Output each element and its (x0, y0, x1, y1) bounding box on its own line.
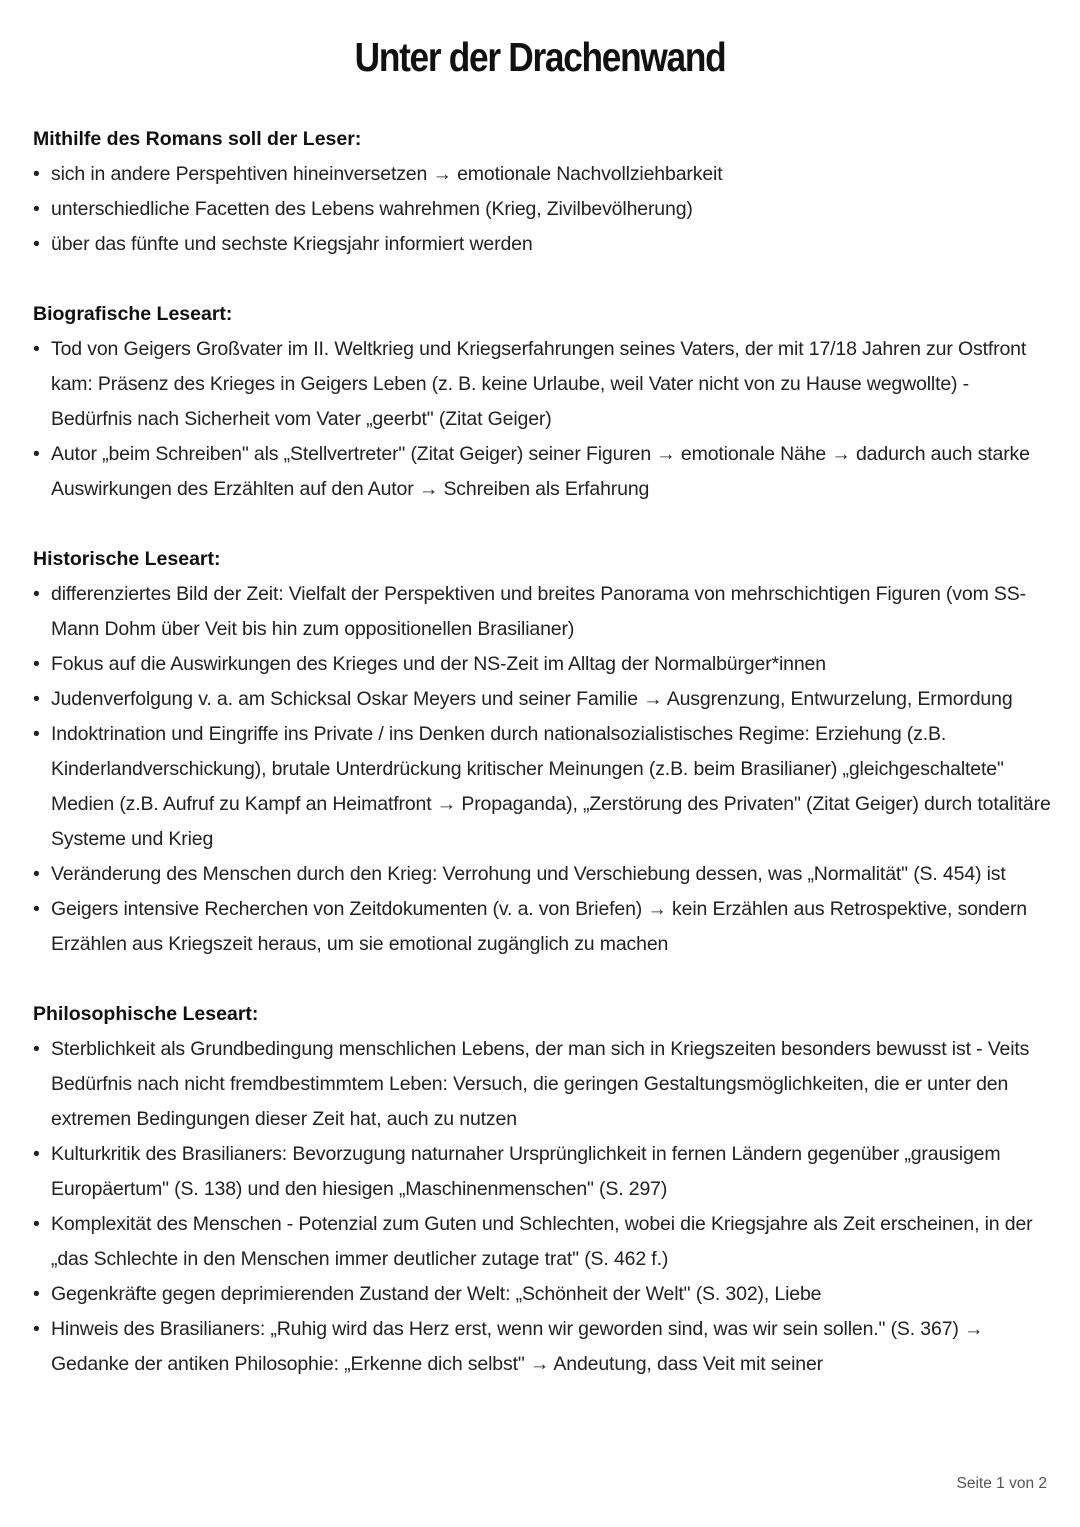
list-item: • Komplexität des Menschen - Potenzial zum Guten und Schlechten, wobei die Kriegsjahre als Zeit erscheinen, in der „das Schlechte in den Menschen immer deutlicher zutage trat" (S. 462 f.) (33, 1207, 1053, 1277)
list-item: • Veränderung des Menschen durch den Krieg: Verrohung und Verschiebung dessen, was „Normalität" (S. 454) ist (33, 857, 1053, 892)
section-heading: Biografische Leseart: (33, 303, 233, 325)
list-item: • Judenverfolgung v. a. am Schicksal Oskar Meyers und seiner Familie → Ausgrenzung, Entwurzelung, Ermordung (33, 682, 1053, 717)
list-item: • Kulturkritik des Brasilianers: Bevorzugung naturnaher Ursprünglichkeit in fernen Ländern gegenüber „grausigem Europäertum" (S. 138) und den hiesigen „Maschinenmenschen" (S. 297) (33, 1137, 1053, 1207)
section-historisch (33, 542, 1053, 962)
section-heading: Mithilfe des Romans soll der Leser: (33, 128, 362, 150)
page-number: Seite 1 von 2 (956, 1475, 1047, 1492)
list-item: • Fokus auf die Auswirkungen des Krieges und der NS-Zeit im Alltag der Normalbürger*innen (33, 647, 1053, 682)
list-item: • Geigers intensive Recherchen von Zeitdokumenten (v. a. von Briefen) → kein Erzählen aus Retrospektive, sondern Erzählen aus Kriegszeit heraus, um sie emotional zugänglich zu machen (33, 892, 1053, 962)
bullet-list (33, 1032, 1053, 1382)
list-item: • Indoktrination und Eingriffe ins Private / ins Denken durch nationalsozialistisches Regime: Erziehung (z.B. Kinderlandverschickung), brutale Unterdrückung kritischer Meinungen (z.B. beim Brasilianer) „gleichgeschaltete" Medien (z.B. Aufruf zu Kampf an Heimatfront → Propaganda), „Zerstörung des Privaten" (Zitat Geiger) durch totalitäre Systeme und Krieg (33, 717, 1053, 857)
section-romans (33, 122, 1053, 262)
list-item: • sich in andere Perspehtiven hineinversetzen → emotionale Nachvollziehbarkeit (33, 157, 1053, 192)
section-heading: Historische Leseart: (33, 548, 221, 570)
list-item: • über das fünfte und sechste Kriegsjahr informiert werden (33, 227, 1053, 262)
list-item: • Hinweis des Brasilianers: „Ruhig wird das Herz erst, wenn wir geworden sind, was wir sein sollen." (S. 367) → Gedanke der antiken Philosophie: „Erkenne dich selbst" → Andeutung, dass Veit mit seiner (33, 1312, 1053, 1382)
list-item: • Autor „beim Schreiben" als „Stellvertreter" (Zitat Geiger) seiner Figuren → emotionale Nähe → dadurch auch starke Auswirkungen des Erzählten auf den Autor → Schreiben als Erfahrung (33, 437, 1053, 507)
list-item: • Gegenkräfte gegen deprimierenden Zustand der Welt: „Schönheit der Welt" (S. 302), Liebe (33, 1277, 1053, 1312)
list-item: • differenziertes Bild der Zeit: Vielfalt der Perspektiven und breites Panorama von mehrschichtigen Figuren (vom SS-Mann Dohm über Veit bis hin zum oppositionellen Brasilianer) (33, 577, 1053, 647)
page-title: Unter der Drachenwand (354, 34, 726, 80)
section-heading: Philosophische Leseart: (33, 1003, 259, 1025)
section-biografisch (33, 297, 1053, 507)
bullet-list (33, 332, 1053, 507)
bullet-list (33, 157, 1053, 262)
list-item: • Tod von Geigers Großvater im II. Weltkrieg und Kriegserfahrungen seines Vaters, der mit 17/18 Jahren zur Ostfront kam: Präsenz des Krieges in Geigers Leben (z. B. keine Urlaube, weil Vater nicht von zu Hause wegwollte) - Bedürfnis nach Sicherheit vom Vater „geerbt" (Zitat Geiger) (33, 332, 1053, 437)
section-philosophisch (33, 997, 1053, 1382)
list-item: • unterschiedliche Facetten des Lebens wahrehmen (Krieg, Zivilbevölherung) (33, 192, 1053, 227)
document-body (33, 122, 1053, 1417)
bullet-list (33, 577, 1053, 962)
list-item: • Sterblichkeit als Grundbedingung menschlichen Lebens, der man sich in Kriegszeiten besonders bewusst ist - Veits Bedürfnis nach nicht fremdbestimmtem Leben: Versuch, die geringen Gestaltungsmöglichkeiten, die er unter den extremen Bedingungen dieser Zeit hat, auch zu nutzen (33, 1032, 1053, 1137)
